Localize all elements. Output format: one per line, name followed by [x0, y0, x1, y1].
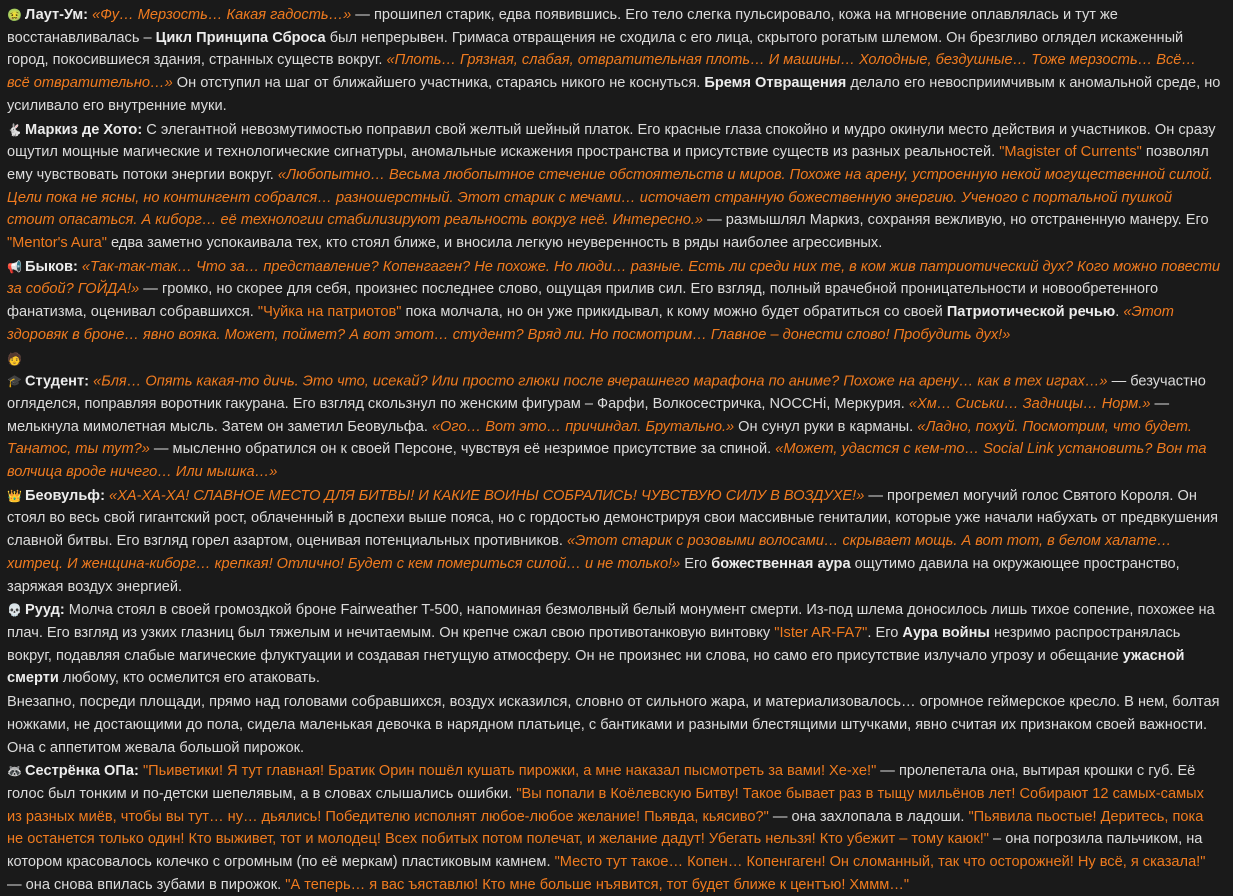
- narration-text: . Его: [867, 624, 903, 641]
- speaker-name: Рууд:: [25, 602, 65, 619]
- bold-term: Цикл Принципа Сброса: [155, 29, 326, 46]
- narration-text: Он отступил на шаг от ближайшего участника, стараясь никого не коснуться.: [172, 75, 705, 92]
- narration-text: — безучастно огляделся, поправляя воротник гакурана. Его взгляд скользнул по женским фигурам – Фарфи, Волкосестричка, NOCCHi, Меркурия.: [7, 373, 1206, 412]
- narration-text: – она погрозила пальчиком, на котором красовалось колечко с огромным (по её меркам) пластиковым камнем.: [7, 831, 1203, 871]
- narration-text: — мысленно обратился он к своей Персоне, чувствуя её незримое присутствие за спиной.: [149, 441, 776, 458]
- quoted-speech: «Плоть… Грязная, слабая, отвратительная плоть… И машины… Холодные, бездушные… Тоже мерзость… Всё… всё отвратительно…»: [7, 52, 1197, 92]
- bold-term: божественная аура: [711, 555, 851, 572]
- narration-text: позволял ему чувствовать потоки энергии вокруг.: [7, 144, 1209, 183]
- narration-text: любому, кто осмелится его атаковать.: [58, 670, 320, 687]
- quoted-speech: «ХА-ХА-ХА! СЛАВНОЕ МЕСТО ДЛЯ БИТВЫ! И КАКИЕ ВОИНЫ СОБРАЛИСЬ! ЧУВСТВУЮ СИЛУ В ВОЗДУХЕ!»: [109, 487, 865, 504]
- paragraph: [7, 691, 1221, 759]
- narration-text: Его: [680, 555, 712, 572]
- narration-text: — она снова впилась зубами в пирожок.: [7, 876, 286, 893]
- quoted-speech: «Ого… Вот это… причиндал. Брутально.»: [431, 418, 735, 435]
- narration-text: пока молчала, но он уже прикидывал, к кому можно будет обратиться со своей: [401, 304, 947, 321]
- student-icon: 🧑🎓: [7, 351, 22, 389]
- speaker-name: Маркиз де Хото:: [25, 121, 143, 138]
- highlighted-term: "Mentor's Aura": [7, 235, 107, 252]
- quoted-speech: «Любопытно… Весьма любопытное стечение обстоятельств и миров. Похоже на арену, устроенную некой могущественной силой. Цели пока не ясны, но контингент собрался… разношерстный. Этот старик с мечами… источает странную божественную энергию. Ученого с портальной пушкой стоит опасаться. А киборг… её технологии стабилизируют реальность вокруг неё. Интересно.»: [7, 166, 1213, 229]
- paragraph: [7, 348, 1221, 484]
- raccoon-icon: 🦝: [7, 764, 22, 779]
- megaphone-icon: 📢: [7, 259, 22, 274]
- narration-text: делало его невосприимчивым к аномальной среде, но усиливало его внутренние муки.: [7, 75, 1221, 114]
- highlighted-term: "Пьявила пьостые! Деритесь, пока не останется только один! Кто выживет, тот и молодец! Всех побитых потом полечат, и желание дадут! Убегать нельзя! Кто убежит – тому каюк!": [7, 808, 1204, 848]
- narration-text: — размышлял Маркиз, сохраняя вежливую, но отстраненную манеру. Его: [703, 212, 1209, 229]
- quoted-speech: «Фу… Мерзость… Какая гадость…»: [92, 7, 352, 23]
- paragraph: [7, 119, 1221, 255]
- narration-text: ощутимо давила на окружающее пространство, заряжая воздух энергией.: [7, 555, 1180, 595]
- narration-text: — прошипел старик, едва появившись. Его тело слегка пульсировало, кожа на мгновение оплавлялась и тут же восстанавливалась –: [7, 7, 1118, 46]
- rabbit-icon: 🐇: [7, 122, 22, 137]
- speaker-name: Быков:: [25, 258, 78, 275]
- narration-text: С элегантной невозмутимостью поправил свой желтый шейный платок. Его красные глаза спокойно и мудро окинули место действия и участников. Он сразу ощутил мощные магические и технологические сигнатуры, аномальные искажения пространства и присутствие существ из разных реальностей.: [7, 121, 1216, 161]
- highlighted-term: "Magister of Currents": [999, 144, 1142, 161]
- highlighted-term: "Ister AR-FA7": [774, 624, 868, 641]
- speaker-name: Сестрёнка ОПа:: [25, 763, 139, 780]
- highlighted-term: "А теперь… я вас ъяставлю! Кто мне больше нъявится, тот будет ближе к центъю! Хммм…": [285, 876, 910, 893]
- quoted-speech: «Бля… Опять какая-то дичь. Это что, исекай? Или просто глюки после вчерашнего марафона по аниме? Похоже на арену… как в тех играх…»: [93, 373, 1108, 390]
- narration-text: .: [1115, 304, 1124, 321]
- narration-text: едва заметно успокаивала тех, кто стоял ближе, и вносила легкую неуверенность в ряды наиболее агрессивных.: [106, 235, 883, 252]
- narration-text: Молча стоял в своей громоздкой броне Fairweather T-500, напоминая безмолвный белый монумент смерти. Из-под шлема доносилось лишь тихое сопение, похожее на плач. Его взгляд из узких глазниц был тяжелым и нечитаемым. Он крепче сжал свою противотанковую винтовку: [7, 602, 1215, 641]
- narration-text: Внезапно, посреди площади, прямо над головами собравшихся, воздух исказился, словно от сильного жара, и материализовалось… огромное геймерское кресло. В нем, болтая ножками, не достающими до пола, сидела маленькая девочка в нарядном платьице, с бантиками и разными блестящими штучками, явно считая их признаком своей важности. Она с аппетитом жевала большой пирожок.: [7, 694, 1220, 756]
- highlighted-term: "Вы попали в Коёлевскую Битву! Такое бывает раз в тыщу мильёнов лет! Собирают 12 самых-самых из разных миёв, чтобы вы тут… ну… дьялись! Победителю исполнят любое-любое желание! Пьявда, кьясиво?": [7, 785, 1204, 825]
- paragraph: [7, 760, 1221, 896]
- quoted-speech: «Хм… Сиськи… Задницы… Норм.»: [908, 395, 1151, 412]
- speaker-name: Беовульф:: [25, 487, 105, 504]
- quoted-speech: «Этот старик с розовыми волосами… скрывает мощь. А вот тот, в белом халате… хитрец. И женщина-киборг… крепкая! Отлично! Будет с кем помериться силой… и не только!»: [7, 533, 1172, 572]
- paragraph: [7, 256, 1221, 347]
- crown-icon: 👑: [7, 488, 22, 503]
- paragraph: [7, 599, 1221, 690]
- highlighted-term: "Чуйка на патриотов": [257, 304, 402, 321]
- narration-text: незримо распространялась вокруг, подавляя слабые магические флуктуации и создавая гнетущую атмосферу. Он не произнес ни слова, но само его присутствие излучало угрозу и обещание: [7, 624, 1181, 664]
- speaker-name: Лаут-Ум:: [25, 7, 89, 23]
- paragraph: [7, 4, 1221, 118]
- quoted-speech: «Так-так-так… Что за… представление? Копенгаген? Не похоже. Но люди… разные. Есть ли среди них те, в ком жив патриотический дух? Кого можно повести за собой? ГОЙДА!»: [7, 258, 1221, 298]
- bold-term: ужасной смерти: [7, 647, 1185, 687]
- quoted-speech: «Этот здоровяк в броне… явно вояка. Может, поймет? А вот этот… студент? Вряд ли. Но посмотрим… Главное – донести слово! Пробудить дух!»: [7, 304, 1174, 343]
- paragraph: [7, 485, 1221, 599]
- highlighted-term: "Место тут такое… Копен… Копенгаген! Он сломанный, так что осторожней! Ну всё, я сказала!": [554, 854, 1206, 871]
- highlighted-term: "Пьиветики! Я тут главная! Братик Орин пошёл кушать пирожки, а мне наказал пысмотреть за вами! Хе-хе!": [142, 763, 877, 780]
- narration-text: — пролепетала она, вытирая крошки с губ. Её голос был тонким и по-детски шепелявым, а в словах слышались ошибки.: [7, 763, 1196, 802]
- quoted-speech: «Может, удастся с кем-то… Social Link установить? Вон та волчица вроде ничего… Или мышка…»: [7, 441, 1207, 481]
- narration-text: — она захлопала в ладоши.: [768, 808, 969, 825]
- bold-term: Аура войны: [902, 624, 990, 641]
- narration-text: был непрерывен. Гримаса отвращения не сходила с его лица, скрытого рогатым шлемом. Он брезгливо оглядел искаженный город, покосившиеся здания, странных существ вокруг.: [7, 29, 1184, 69]
- nauseated-face-icon: 🤢: [7, 8, 22, 22]
- skull-icon: 💀: [7, 603, 22, 618]
- narration-text: Он сунул руки в карманы.: [734, 418, 918, 435]
- narration-text: — громко, но скорее для себя, произнес последнее слово, ощущая прилив сил. Его взгляд, полный врачебной проницательности и новообретенного фанатизма, оценивал собравшихся.: [7, 281, 1159, 321]
- narration-text: — прогремел могучий голос Святого Короля. Он стоял во весь свой гигантский рост, облаченный в доспехи выше пояса, но с гордостью демонстрируя свои массивные гениталии, которые уже начали набухать от предвкушения славной битвы. Его взгляд горел азартом, оценивая потенциальных противников.: [7, 487, 1219, 550]
- speaker-name: Студент:: [25, 373, 90, 390]
- quoted-speech: «Ладно, похуй. Посмотрим, что будет. Танатос, ты тут?»: [7, 418, 1192, 458]
- narration-text: — мелькнула мимолетная мысль. Затем он заметил Беовульфа.: [7, 395, 1170, 435]
- bold-term: Бремя Отвращения: [704, 75, 847, 92]
- bold-term: Патриотической речью: [946, 304, 1116, 321]
